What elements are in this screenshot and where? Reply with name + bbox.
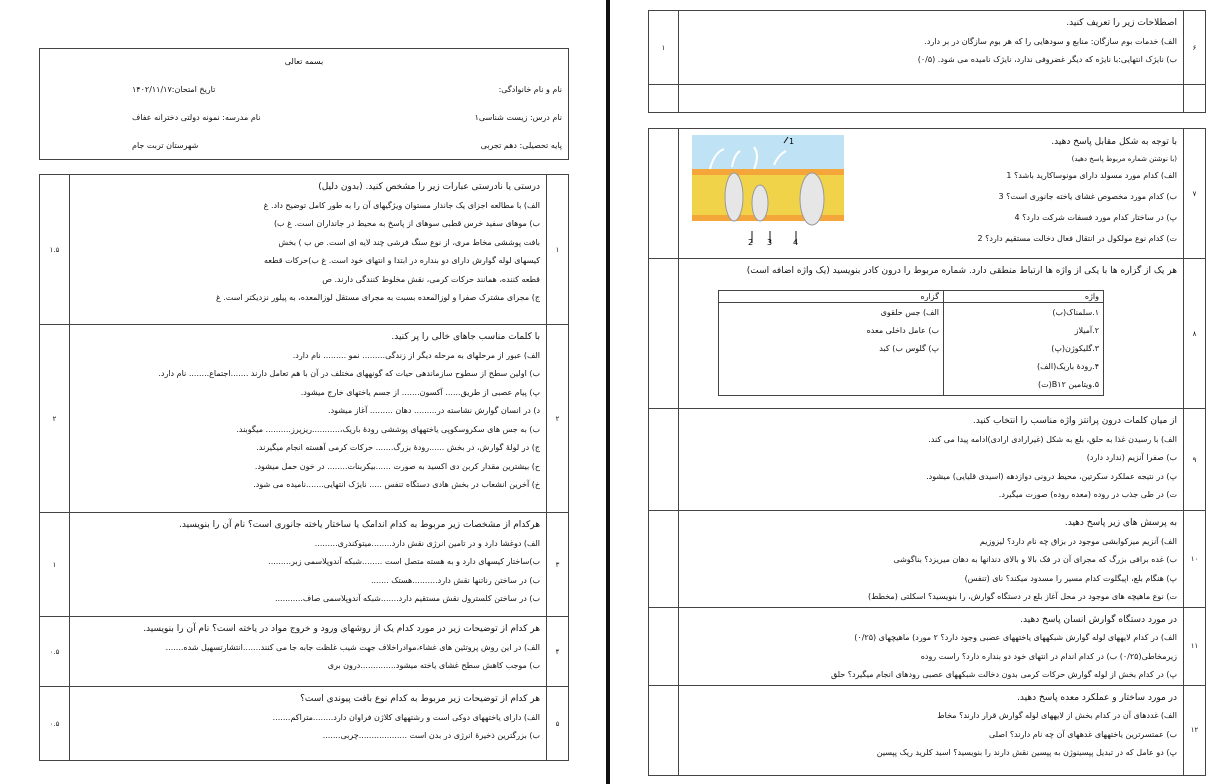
membrane-protein xyxy=(725,173,743,221)
score-cell: ۱ xyxy=(40,513,70,617)
word-item: ۳.گلیکوژن(پ) xyxy=(1051,344,1099,353)
question-line: الف) غددهای آن در کدام بخش از لایههای لوله گوارش قرار دارند؟ مخاط xyxy=(937,711,1177,720)
figure-label: 1 xyxy=(789,137,795,146)
question-line: ب) در ساختن رناتنها نقش دارد..........هستک ....... xyxy=(370,575,540,585)
word-item: ۴.رودهٔ باریک(الف) xyxy=(1037,362,1099,371)
question-line: پ) پیام عصبی از طریق...... آکسون....... از جسم یاختهای خارج میشود. xyxy=(300,387,540,397)
question-line: الف) خدمات بوم سازگان: منابع و سودهایی را که هر بوم سازگان در بر دارد. xyxy=(924,36,1177,46)
question-line: ب) صفرا آنزیم (ندارد دارد) xyxy=(1086,453,1177,462)
question-line: ب) عمتسرترین یاختههای غدههای آن چه نام دارند؟ اصلی xyxy=(988,729,1177,739)
question-6 xyxy=(679,11,1183,70)
score-cell: ۰.۵ xyxy=(40,687,70,761)
question-line: الف) در کدام لایههای لوله گوارش شبکههای یاختههای عصبی وجود دارد؟ ۲ مورد) ماهیچهای (۰/۲۵) xyxy=(854,633,1177,642)
score-cell: ۰.۵ xyxy=(40,617,70,687)
question-11 xyxy=(679,608,1183,685)
word-item: ۵.ویتامین B۱۲(ت) xyxy=(1038,380,1099,389)
question-line: پ) در نتیجه عملکرد سکرتین، محیط درونی دوازدهه (اسیدی قلیایی) میشود. xyxy=(926,471,1177,481)
question-line: قطعه کننده، همانند حرکات کرمی، نقش مخلوط کنندگی دارند. ص xyxy=(322,274,540,284)
question-line: کیسهای لوله گوارش دارای دو بنداره در ابتدا و انتهای خود است. غ ب)حرکات قطعه xyxy=(264,256,540,265)
statement-item: الف) جس حلقوی xyxy=(880,308,939,317)
student-name-label: نام و نام خانوادگی: xyxy=(498,85,562,94)
question-heading: در مورد دستگاه گوارش انسان پاسخ دهید. xyxy=(1020,614,1177,625)
score-cell: ۱.۵ xyxy=(40,175,70,325)
question-number: ۵ xyxy=(547,687,569,761)
question-line: الف) عبور از مرحلهای به مرحله دیگر از زندگی......... نمو ......... نام دارد. xyxy=(292,350,540,360)
exam-header xyxy=(39,48,569,160)
question-10 xyxy=(679,511,1183,607)
question-heading: از میان کلمات درون پرانتز واژه مناسب را انتخاب کنید. xyxy=(972,416,1177,426)
question-number: ۱۰ xyxy=(1184,511,1206,608)
question-number: ۱۲ xyxy=(1184,685,1206,775)
question-12 xyxy=(679,686,1183,763)
question-line: الف) آنزیم میزکوابشی موجود در بزاق چه نام دارد؟ لیزوزیم xyxy=(979,536,1177,546)
words-cell xyxy=(944,303,1104,396)
exam-date: تاریخ امتحان:۱۴۰۲/۱۱/۱۷ xyxy=(132,85,216,94)
empty-row xyxy=(679,85,1184,113)
question-line: ب) در ساختن کلسترول نقش مستقیم دارد.......شبکه آندوپلاسمی صاف........... xyxy=(274,594,540,603)
question-heading: هرکدام از مشخصات زیر مربوط به کدام اندامک یا ساختار یاخته جانوری است؟ نام آن را بنویسید. xyxy=(179,520,540,530)
column-header-word: واژه xyxy=(944,291,1104,303)
question-line: ب) به جس های سکروسکوپی یاختههای پوششی رودهٔ باریک،...........ریزپرز.......... میگوبند. xyxy=(236,424,540,434)
figure-label: 4 xyxy=(793,238,799,247)
question-line: ج) مجرای مشترک صفرا و لوزالمعده بسبت به مجرای مستقل لوزالمعده، به پیلور نزدیکتر است. غ xyxy=(215,293,540,302)
question-note: (با نوشتن شماره مربوط پاسخ دهید) xyxy=(1071,155,1177,163)
score-cell xyxy=(649,607,679,685)
question-line: پ) هنگام بلع، اپیگلوت کدام مسیر را مسدود میکند؟ نای (تنفس) xyxy=(964,573,1177,583)
question-line: زیرمخاطی(۰/۲۵) ب) در کدام اندام در انتهای خود دو بنداره دارد؟ راست روده xyxy=(920,651,1177,661)
question-5 xyxy=(70,687,546,746)
right-page xyxy=(610,0,1212,784)
channel-protein xyxy=(752,185,768,221)
question-number: ۹ xyxy=(1184,409,1206,511)
city-name: شهرستان تربت جام xyxy=(132,141,199,150)
question-line: پ) در کدام بخش از لوله گوارش حرکات کرمی بدون دخالت شبکههای عصبی رودهای انجام میگیرد؟ حلق xyxy=(830,670,1177,679)
question-heading: هر کدام از توضیحات زیر مربوط به کدام نوع بافت پیوندی است؟ xyxy=(300,694,540,704)
question-line: ب) اولین سطح از سطوح سازماندهی حیات که گونههای مختلف در آن با هم تعامل دارند .......اجتماع........ نام دارد. xyxy=(158,369,540,378)
question-line: الف) با مطالعه اجزای یک جاندار مستوان ویژگیهای آن را به طور کامل توضیح داد. غ xyxy=(263,200,540,210)
question-line: الف) کدام مورد مسولد دارای مونوساکارید باشد؟ 1 xyxy=(1006,171,1177,180)
question-heading: با کلمات مناسب جاهای خالی را پر کنید. xyxy=(391,332,540,342)
question-heading: اصطلاحات زیر را تعریف کنید. xyxy=(1066,18,1177,28)
question-line: ت) در طی جذب در روده (معده روده) صورت میگیرد. xyxy=(998,490,1177,499)
question-number: ۷ xyxy=(1184,129,1206,259)
transport-protein xyxy=(800,173,824,225)
question-heading: به پرسش های زیر پاسخ دهید. xyxy=(1064,518,1177,528)
score-cell xyxy=(649,409,679,511)
score-cell: ۲ xyxy=(40,325,70,513)
question-number: ۱۱ xyxy=(1184,607,1206,685)
question-line: پ) در ساختار کدام مورد فسفات شرکت دارد؟ 4 xyxy=(1014,213,1177,222)
question-line: الف) در این روش پروتئین های غشاء،موادراخلاف جهت شیب غلظت جابه جا می کنند.......انتشارتسهیل شده....... xyxy=(165,642,540,652)
figure-label: 2 xyxy=(748,238,754,247)
question-line: ج) در لولهٔ گوارش، در بخش ......رودهٔ بزرگ....... حرکات کرمی آهسته انجام میگیرند. xyxy=(256,443,540,452)
question-heading: درستی یا نادرستی عبارات زیر را مشخص کنید. (بدون دلیل) xyxy=(318,182,540,192)
right-questions-table-top xyxy=(648,10,1206,113)
question-line: بافت پوششی مخاط مری، از نوع سنگ فرشی چند لایه ای است. ص ب ) بخش xyxy=(278,237,540,247)
question-line: الف) با رسیدن غذا به حلق، بلع به شکل (غیرارادی ارادی)ادامه پیدا می کند. xyxy=(928,434,1177,444)
question-line: پ) دو عامل که در تبدیل پپسینوژن به پپسین نقش دارند را بنویسید؟ اسید کلرید ریک پپسین xyxy=(876,748,1177,757)
score-cell: ۱ xyxy=(649,11,679,85)
question-1 xyxy=(70,175,546,308)
statement-item: ب) عامل داخلی معده xyxy=(866,326,939,335)
question-heading: هر یک از گزاره ها با یکی از واژه ها ارتباط منطقی دارد. شماره مربوط را درون کادر بنویسید (یک واژه اضافه است) xyxy=(746,266,1177,276)
question-heading: در مورد ساختار و عملکرد معده پاسخ دهید. xyxy=(1017,692,1177,703)
word-item: ۲.آمیلاز xyxy=(1074,326,1099,335)
score-cell xyxy=(649,129,679,259)
question-number: ۱ xyxy=(547,175,569,325)
column-header-statement: گزاره xyxy=(719,291,944,303)
left-questions-table xyxy=(39,174,569,761)
question-2 xyxy=(70,325,546,495)
question-line: ب)ساختار کیسهای دارد و به هسته متصل است ........شبکه آندوپلاسمی زبر......... xyxy=(268,557,540,566)
question-line: ب) بزرگترین ذخیرهٔ انرژی در بدن است ...................چربی....... xyxy=(322,731,540,740)
question-line: ح) بیشترین مقدار کربن دی اکسید به صورت ......بیکربنات........ در خون حمل میشود. xyxy=(254,461,540,471)
matching-table xyxy=(718,290,1104,396)
question-line: ب) غده برافی بزرگ که مجرای آن در فک بالا و بالای دندانها به دهان میریزد؟ بناگوشی xyxy=(893,555,1177,564)
question-line: د) در انسان گوارش نشاسته در......... دهان ......... آغاز میشود. xyxy=(328,406,540,415)
question-line: ت) کدام نوع مولکول در انتقال فعال دخالت مستقیم دارد؟ 2 xyxy=(977,234,1177,243)
question-line: خ) آخرین انشعاب در بخش هادی دستگاه تنفس ..... نایژک انتهایی.......نامیده می شود. xyxy=(253,480,540,489)
score-cell xyxy=(649,85,679,113)
question-heading: هر کدام از توضیحات زیر در مورد کدام یک از روشهای ورود و خروج مواد در یاخته است؟ نام آن را بنویسید. xyxy=(143,624,540,634)
question-line: ب) موجب کاهش سطح غشای یاخته میشود..............درون بری xyxy=(327,661,540,670)
score-cell xyxy=(649,511,679,608)
question-line: الف) دوغشا دارد و در تامین انرژی نقش دارد........میتوکندری......... xyxy=(314,538,540,548)
grade-level: پایه تحصیلی: دهم تجربی xyxy=(480,141,562,150)
question-8 xyxy=(679,259,1183,281)
question-number: ۴ xyxy=(547,617,569,687)
score-cell xyxy=(649,259,679,409)
question-line: الف) دارای یاختههای دوکی است و رشتههای کلاژن فراوان دارد........متراکم....... xyxy=(272,712,540,722)
word-item: ۱.سلمناک(ب) xyxy=(1052,308,1099,317)
question-3 xyxy=(70,513,546,609)
extracellular-space xyxy=(692,135,844,169)
question-number: ۶ xyxy=(1184,11,1206,85)
question-heading: با توجه به شکل مقابل پاسخ دهید. xyxy=(1051,137,1177,147)
question-9 xyxy=(679,409,1183,505)
question-line: ت) نوع ماهیچه های موجود در محل آغاز بلع در دستگاه گوارش، را بنویسید؟ اسکلتی (مخطط) xyxy=(867,592,1177,601)
question-number: ۲ xyxy=(547,325,569,513)
score-cell xyxy=(649,685,679,775)
statements-cell xyxy=(719,303,944,396)
question-4 xyxy=(70,617,546,676)
question-line: ب) نایژک انتهایی:با نایژه که دیگر غضروفی ندارد، نایژک نامیده می شود. (۰/۵) xyxy=(917,55,1177,64)
cell-membrane-figure xyxy=(692,135,844,247)
question-line: ب) موهای سفید خرس قطبی سوهای از پاسخ به محیط در جانداران است. غ ب) xyxy=(273,219,540,228)
course-name: نام درس: زیست شناسی۱ xyxy=(474,113,562,122)
figure-label: 3 xyxy=(767,238,773,247)
question-number: ۳ xyxy=(547,513,569,617)
statement-item: پ) گلوس ب) کبد xyxy=(879,344,939,353)
question-number: ۸ xyxy=(1184,259,1206,409)
question-number xyxy=(1184,85,1206,113)
school-name: نام مدرسه: نمونه دولتی دخترانه عفاف xyxy=(132,113,261,122)
question-line: ب) کدام مورد مخصوص غشای یاخته جانوری است؟ 3 xyxy=(998,192,1177,201)
header-title: بسمه تعالی xyxy=(284,57,324,66)
